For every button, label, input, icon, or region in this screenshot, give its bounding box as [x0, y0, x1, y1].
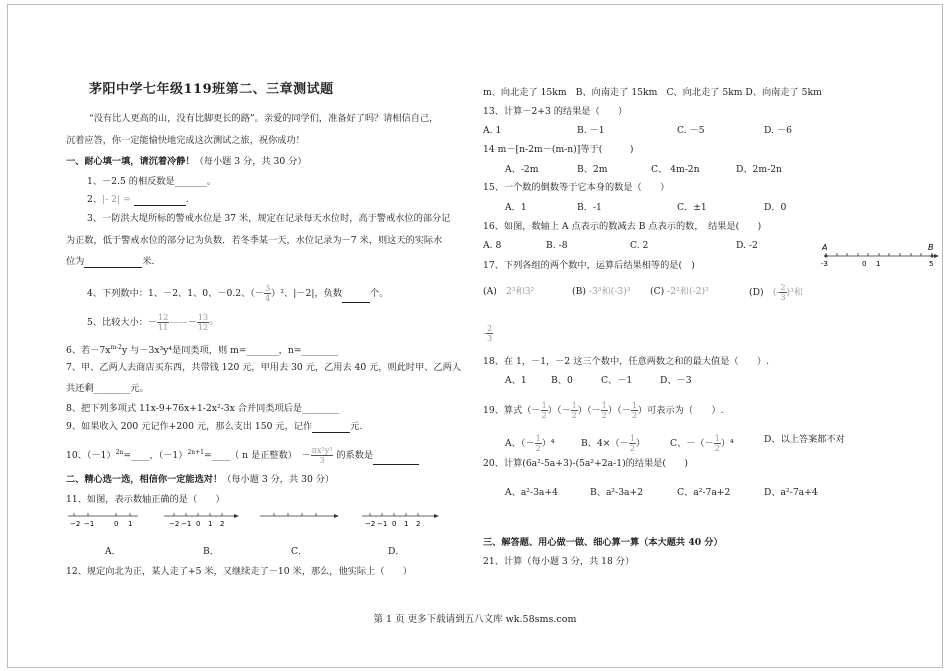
tick-label: 1 — [876, 260, 881, 268]
section-3-heading: 三、解答题、用心做一做、细心算一算（本大题共 40 分） — [483, 537, 723, 548]
tick-label: −2 — [70, 520, 81, 528]
q20-option-a: A、a²-3a+4 — [505, 487, 558, 498]
q18-option-d: D、－3 — [660, 375, 692, 386]
tick-label: −2 — [365, 520, 376, 528]
q15-option-d: D．0 — [764, 202, 787, 213]
section-1-heading: 一、耐心填一填，请沉着冷静！（每小题 3 分，共 30 分） — [66, 156, 307, 167]
question-3-line-1: 3、一防洪大堤所标的警戒水位是 37 米，规定在记录每天水位时，高于警戒水位的部分记 — [87, 213, 451, 224]
question-16: 16、如图，数轴上 A 点表示的数减去 B 点表示的数， 结果是( ) — [483, 221, 762, 232]
section-2-heading: 二、精心选一选，相信你一定能选对！（每小题 3 分，共 30 分） — [66, 474, 335, 485]
question-7-line-1: 7、甲、乙两人去商店买东西，共带钱 120 元，甲用去 30 元，乙用去 40 元，则此时甲、乙两人 — [66, 362, 462, 373]
tick-label: 0 — [392, 520, 397, 528]
q13-option-a: A. 1 — [483, 125, 502, 136]
question-2: 2、|- 2| = . — [87, 194, 189, 205]
q11-option-b: B． — [203, 546, 219, 557]
tick-label: −2 — [169, 520, 180, 528]
tick-label: -3 — [821, 260, 828, 268]
tick-label: 1 — [128, 520, 133, 528]
tick-label: 1 — [208, 520, 213, 528]
q13-option-d: D. －6 — [764, 125, 792, 136]
question-12: 12、规定向北为正，某人走了+5 米，又继续走了－10 米，那么，他实际上（ ） — [66, 566, 412, 577]
tick-label: 2 — [220, 520, 225, 528]
question-13: 13、计算－2+3 的结果是（ ） — [483, 106, 628, 117]
question-4: 4、下列数中：1、－2、1、0、－0.2、（－ $\frac{3}{4}$ ）²、|－2|，负数 个。 — [87, 284, 389, 303]
question-1: 1、－2.5 的相反数是_______。 — [87, 176, 217, 187]
question-9: 9、如果收入 200 元记作+200 元，那么支出 150 元，记作 元. — [66, 421, 363, 432]
q16-option-d: D. -2 — [736, 240, 758, 251]
tick-label: 0 — [114, 520, 119, 528]
number-line-d — [362, 513, 439, 528]
q18-option-b: B、0 — [551, 375, 573, 386]
q13-option-c: C. －5 — [677, 125, 705, 136]
q17-option-b: (B) -3³和(-3)³ — [572, 286, 631, 297]
q14-option-a: A、-2m — [505, 164, 539, 175]
question-20: 20、计算(6a²-5a+3)-(5a²+2a-1)的结果是( ) — [483, 458, 688, 469]
number-line-b — [164, 513, 239, 528]
tick-label: 1 — [404, 520, 409, 528]
q19-option-d: D、以上答案都不对 — [764, 434, 845, 445]
q20-option-c: C、a²-7a+2 — [677, 487, 731, 498]
q11-option-d: D． — [388, 546, 405, 557]
question-15: 15、一个数的倒数等于它本身的数是（ ） — [483, 182, 670, 193]
question-16-number-line — [816, 240, 942, 270]
q17-option-c: (C) -2²和(-2)² — [650, 286, 709, 297]
page-footer: 第 1 页 更多下载请到五八文库 wk.58sms.com — [373, 614, 577, 625]
q13-option-b: B. －1 — [577, 125, 605, 136]
question-18: 18、在 1，－1，－2 这三个数中，任意两数之和的最大值是（ ）. — [483, 356, 770, 367]
q18-option-a: A、1 — [505, 375, 527, 386]
question-21: 21、计算（每小题 3 分，共 18 分） — [483, 556, 635, 567]
tick-label: −1 — [181, 520, 192, 528]
tick-label: 2 — [416, 520, 421, 528]
question-5: 5、比较大小：－ $\frac{12}{11}$ ——－ $\frac{13}{12}$ o — [87, 313, 213, 332]
question-11-number-lines — [64, 508, 444, 530]
q11-option-a: A． — [105, 546, 121, 557]
q15-option-a: A．1 — [505, 202, 527, 213]
question-8: 8、把下列多项式 11x-9+76x+1-2x²-3x 合并同类项后是________ — [66, 403, 339, 414]
page-title: 茅阳中学七年级119班第二、三章测试题 — [89, 82, 334, 97]
q15-option-b: B．-1 — [577, 202, 602, 213]
question-11: 11、如图，表示数轴正确的是（ ） — [66, 494, 225, 505]
q20-option-d: D、a²-7a+4 — [764, 487, 818, 498]
tick-label: 0 — [196, 520, 201, 528]
q20-option-b: B、a²-3a+2 — [590, 487, 644, 498]
q16-option-c: C. 2 — [630, 240, 649, 251]
q17-option-a: (A) 2³和3² — [483, 286, 535, 297]
q18-option-c: C、－1 — [601, 375, 633, 386]
number-line-c — [260, 513, 339, 518]
point-b-label: B — [928, 243, 934, 252]
question-6: 6、若$-7x^{m-2}y$ 与－3x³y⁴是同类项，则 m=_______，n=________ — [66, 344, 339, 357]
q19-option-c: C、－（－ $\frac{1}{2}$ ）⁴ — [670, 434, 734, 453]
tick-label: −1 — [84, 520, 95, 528]
q16-option-b: B. -8 — [546, 240, 568, 251]
number-line-a — [68, 513, 138, 528]
intro-line-2: 沉着应答，你一定能愉快地完成这次测试之旅，祝你成功！ — [66, 135, 305, 146]
question-17: 17、下列各组的两个数中，运算后结果相等的是( ) — [483, 260, 695, 271]
question-14: 14 m－[n-2m－(m-n)]等于( ) — [483, 144, 634, 155]
q19-option-a: A、（－ $\frac{1}{2}$ ）⁴ — [505, 434, 555, 453]
tick-label: 5 — [929, 260, 934, 268]
intro-line-1: “没有比人更高的山，没有比脚更长的路”。亲爱的同学们，准备好了吗？请相信自己， — [89, 113, 439, 124]
point-a-label: A — [822, 243, 828, 252]
q17-option-d: (D) (- $\frac{2}{3}$ )³和 — [749, 283, 803, 302]
question-3-line-2: 为正数，低于警戒水位的部分记为负数．若冬季某一天，水位记录为－7 米，则这天的实际水 — [66, 235, 443, 246]
question-12-options: m、向北走了 15km B、向南走了 15km C、向北走了 5km D、向南走了 5km — [483, 87, 822, 98]
question-3-line-3: 位为 米. — [66, 256, 155, 267]
question-7-line-2: 共还剩________元。 — [66, 383, 149, 394]
question-10: 10、$(-1)^{2n}=\_\_\_\_$，$(-1)^{2n+1}=\_\_\_\_$（ n 是正整数） － $\frac{\text{πx²y³}}{3}$ 的系数是 — [66, 446, 419, 465]
q15-option-c: C．±1 — [677, 202, 707, 213]
q11-option-c: C． — [291, 546, 308, 557]
q17-option-d-continued: - $\frac{2}{3}$ — [483, 324, 493, 343]
q14-option-c: C、 4m-2n — [651, 164, 700, 175]
question-19: 19、算式（－ $\frac{1}{2}$ ）（－ $\frac{1}{2}$ ）（－ $\frac{1}{2}$ ）（－ $\frac{1}{2}$ ）可表示为（ ）. — [483, 401, 724, 420]
q19-option-b: B、4×（－ $\frac{1}{2}$ ） — [581, 434, 646, 453]
q16-option-a: A. 8 — [483, 240, 502, 251]
tick-label: 0 — [862, 260, 867, 268]
q14-option-b: B、2m — [577, 164, 608, 175]
q14-option-d: D、2m-2n — [736, 164, 782, 175]
tick-label: −1 — [377, 520, 388, 528]
